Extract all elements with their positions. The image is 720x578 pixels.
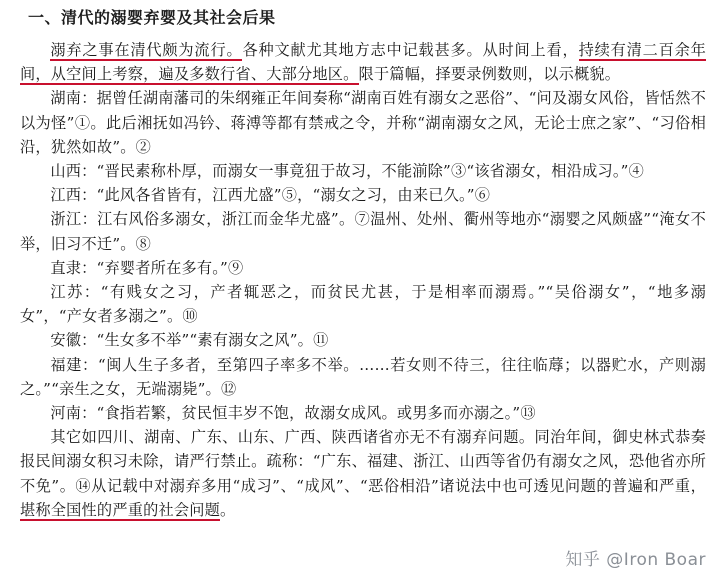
province-name: 福建 bbox=[50, 355, 83, 374]
province-text: ：“此风各省皆有，江西尤盛”⑤，“溺女之习，由来已久。”⑥ bbox=[81, 186, 491, 205]
province-name: 江西 bbox=[50, 186, 82, 205]
province-text: ：“食指若繁，贫民恒丰岁不饱，故溺女成风。或男多而亦溺之。”⑬ bbox=[81, 404, 536, 423]
province-text: ：“晋民素称朴厚，而溺女一事竟狃于故习，不能湔除”③“该省溺女，相沿成习。”④ bbox=[81, 162, 644, 181]
province-list bbox=[20, 86, 706, 425]
conclusion-end: 。 bbox=[220, 500, 236, 519]
province-name: 湖南 bbox=[50, 89, 82, 108]
province-paragraph bbox=[20, 328, 706, 352]
province-text: ：江右风俗多溺女，浙江而金华尤盛”。⑦温州、处州、衢州等地亦“溺婴之风颇盛”“淹女不举，旧习不迁”。⑧ bbox=[20, 210, 706, 253]
conclusion-text: 其它如四川、湖南、广东、山东、广西、陕西诸省亦无不有溺弃问题。同治年间，御史林式恭奏报民间溺女积习未除，请严行禁止。疏称：“广东、福建、浙江、山西等省仍有溺女之风，恐他省亦所不免”。⑭从记载中对溺弃多用“成习”、“成风”、“恶俗相沿”诸说法中也可透见问题的普遍和严重， bbox=[20, 428, 706, 495]
province-paragraph bbox=[20, 159, 706, 183]
province-paragraph bbox=[20, 401, 706, 425]
province-paragraph bbox=[20, 353, 706, 401]
province-paragraph bbox=[20, 86, 706, 159]
conclusion-paragraph bbox=[20, 425, 706, 522]
province-name: 河南 bbox=[50, 404, 82, 423]
intro-paragraph bbox=[20, 38, 706, 86]
province-text: ：“闽人生子多者，至第四子率多不举。……若女则不待三，往往临蓐；以器贮水，产则溺之。”“亲生之女，无端溺毙”。⑫ bbox=[20, 355, 707, 398]
province-text: ：据曾任湖南藩司的朱纲雍正年间奏称“湖南百姓有溺女之恶俗”、“问及溺女风俗，皆恬然不以为怪”①。此后湘抚如冯钤、蒋溥等都有禁戒之令，并称“湖南溺女之风，无论士庶之家”、“习俗相沿，犹然如故”。② bbox=[20, 89, 706, 156]
province-name: 直隶 bbox=[50, 258, 82, 277]
underlined-sentence-1: 溺弃之事在清代颇为流行。 bbox=[50, 41, 243, 59]
province-paragraph bbox=[20, 207, 706, 255]
intro-sentence-3: 从时间上看， bbox=[482, 41, 579, 59]
intro-sentence-2: 各种文献尤其地方志中记载甚多。 bbox=[242, 41, 483, 59]
province-name: 浙江 bbox=[50, 210, 82, 229]
province-text: ：“生女多不举”“素有溺女之风”。⑪ bbox=[81, 331, 329, 350]
section-heading: 一、清代的溺婴弃婴及其社会后果 bbox=[28, 8, 276, 27]
province-name: 安徽 bbox=[50, 331, 82, 350]
province-text: ：“弃婴者所在多有。”⑨ bbox=[81, 258, 244, 277]
province-paragraph bbox=[20, 183, 706, 207]
province-paragraph bbox=[20, 256, 706, 280]
province-paragraph bbox=[20, 280, 706, 328]
province-name: 山西 bbox=[50, 162, 82, 181]
underlined-sentence-6: 遍及多数行省、大部分地区。 bbox=[158, 65, 359, 84]
underlined-sentence-5: 从空间上考察， bbox=[50, 65, 159, 84]
underlined-sentence-4: 持续有清二百余年间， bbox=[20, 41, 706, 84]
underlined-conclusion: 堪称全国性的严重的社会问题 bbox=[20, 500, 221, 519]
intro-sentence-7: 限于篇幅，择要录例数则，以示概貌。 bbox=[358, 65, 621, 84]
province-name: 江苏 bbox=[50, 283, 84, 302]
province-text: ：“有贱女之习，产者辄恶之，而贫民尤甚，于是相率而溺焉。”“吴俗溺女”，“地多溺女”，“产女者多溺之”。⑩ bbox=[20, 283, 706, 326]
zhihu-watermark: 知乎 @Iron Boar bbox=[565, 550, 706, 570]
